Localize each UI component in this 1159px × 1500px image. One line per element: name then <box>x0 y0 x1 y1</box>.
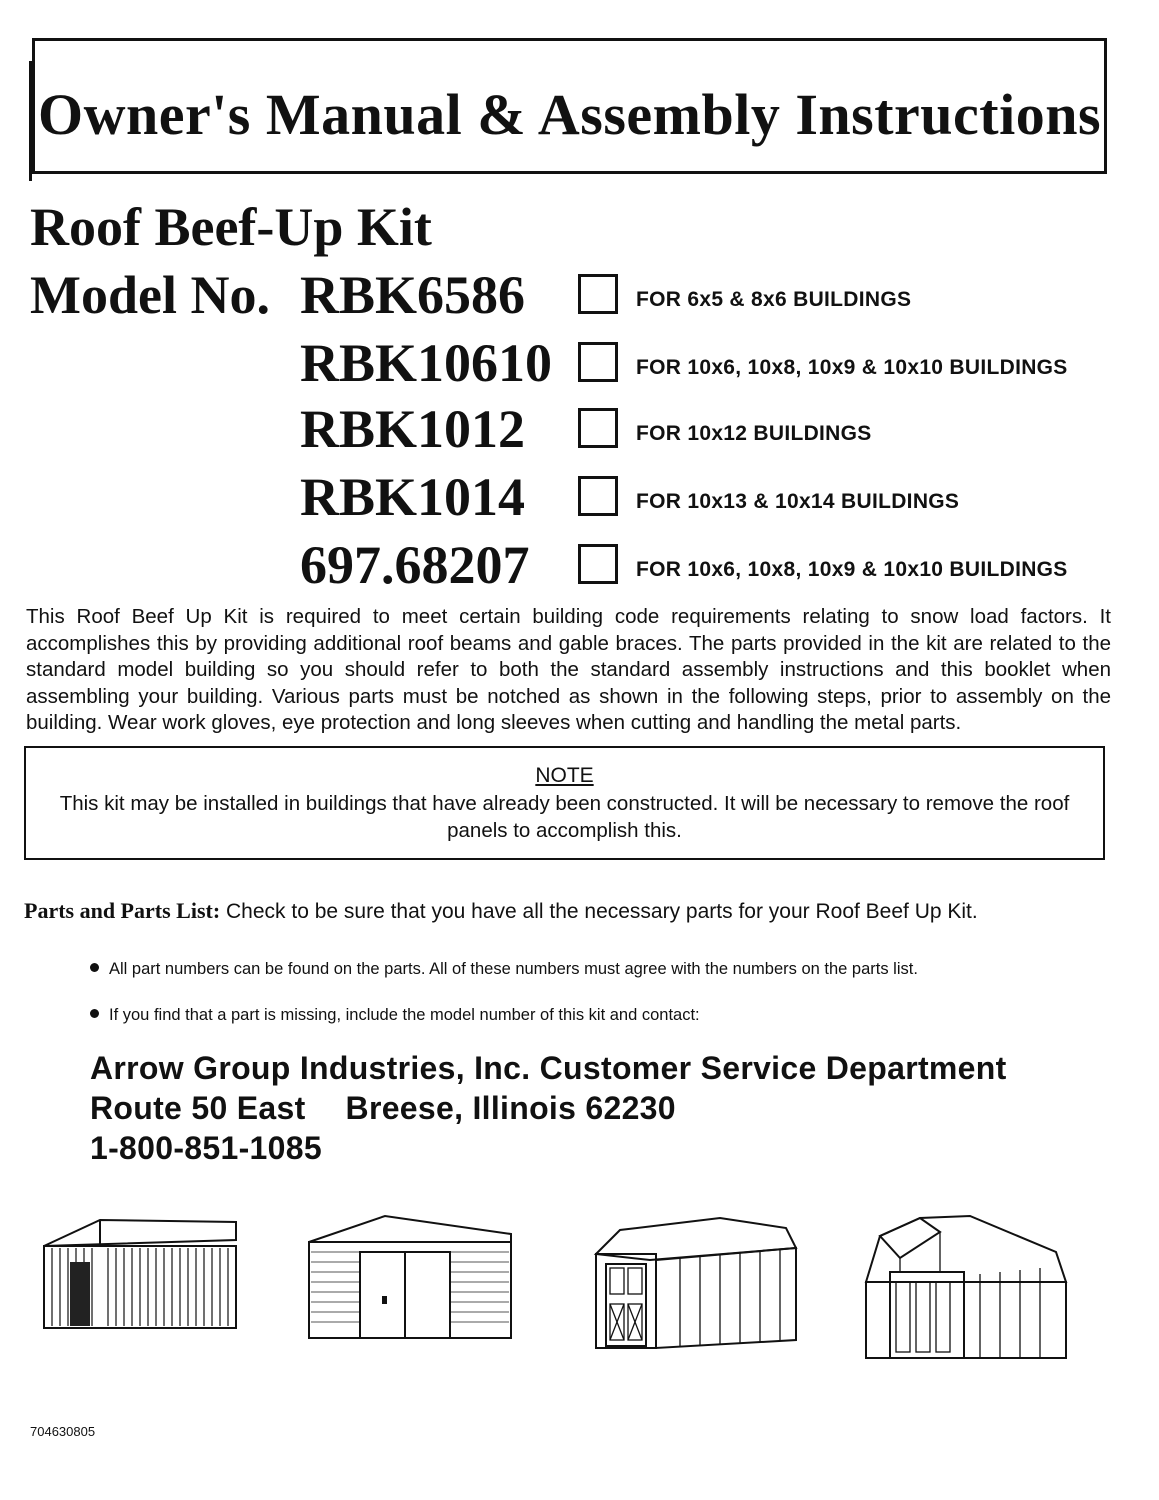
model-number: RBK10610 <box>300 333 553 393</box>
shed-double-door-icon <box>305 1212 515 1342</box>
note-box <box>24 746 1105 860</box>
shed-barn-icon <box>860 1212 1070 1362</box>
document-code: 704630805 <box>30 1424 96 1439</box>
model-row <box>300 264 1120 324</box>
model-description: FOR 6x5 & 8x6 BUILDINGS <box>636 288 912 311</box>
model-number: RBK6586 <box>300 265 526 325</box>
bullet-icon <box>90 963 99 972</box>
contact-address <box>90 1090 676 1127</box>
model-description: FOR 10x13 & 10x14 BUILDINGS <box>636 490 960 513</box>
contact-city: Breese, Illinois 62230 <box>345 1090 676 1126</box>
model-checkbox[interactable] <box>578 476 618 516</box>
title-box <box>32 38 1107 174</box>
kit-name: Roof Beef-Up Kit <box>30 197 432 257</box>
parts-heading: Parts and Parts List: <box>24 898 221 923</box>
bullet-icon <box>90 1009 99 1018</box>
list-item <box>90 1006 700 1025</box>
model-number: 697.68207 <box>300 535 530 595</box>
note-heading: NOTE <box>535 764 594 787</box>
contact-phone: 1-800-851-1085 <box>90 1130 322 1166</box>
bullet-text: All part numbers can be found on the parts. All of these numbers must agree with the numbers on the parts list. <box>109 960 918 978</box>
model-checkbox[interactable] <box>578 274 618 314</box>
shed-gambrel-icon <box>590 1212 800 1352</box>
contact-company: Arrow Group Industries, Inc. Customer Service Department <box>90 1050 1007 1086</box>
model-row <box>300 398 1120 458</box>
model-checkbox[interactable] <box>578 544 618 584</box>
model-row <box>300 534 1120 594</box>
model-row <box>300 332 1120 392</box>
parts-text: Check to be sure that you have all the necessary parts for your Roof Beef Up Kit. <box>226 900 978 923</box>
note-body: This kit may be installed in buildings that have already been constructed. It will be necessary to remove the roof panels to accomplish this. <box>59 792 1070 842</box>
model-checkbox[interactable] <box>578 408 618 448</box>
page-title: Owner's Manual & Assembly Instructions <box>37 82 1102 147</box>
model-row <box>300 466 1120 526</box>
model-description: FOR 10x12 BUILDINGS <box>636 422 872 445</box>
contact-street: Route 50 East <box>90 1090 306 1126</box>
model-description: FOR 10x6, 10x8, 10x9 & 10x10 BUILDINGS <box>636 356 1068 379</box>
bullet-text: If you find that a part is missing, include the model number of this kit and contact: <box>109 1006 700 1024</box>
model-number: RBK1014 <box>300 467 526 527</box>
model-checkbox[interactable] <box>578 342 618 382</box>
intro-paragraph: This Roof Beef Up Kit is required to meet certain building code requirements relating to snow load factors. It accomplishes this by providing additional roof beams and gable braces. The parts provided in the kit are related to the standard model building so you should refer to both the standard assembly instructions and this booklet when assembling your building. Various parts must be notched as shown in the following steps, prior to assembly on the building. Wear work gloves, eye protection and long sleeves when cutting and handling the metal parts. <box>26 605 1111 734</box>
model-description: FOR 10x6, 10x8, 10x9 & 10x10 BUILDINGS <box>636 558 1068 581</box>
model-label: Model No. <box>30 265 270 325</box>
parts-line <box>24 898 978 924</box>
list-item <box>90 960 918 979</box>
shed-gable-icon <box>40 1212 240 1332</box>
model-number: RBK1012 <box>300 399 526 459</box>
